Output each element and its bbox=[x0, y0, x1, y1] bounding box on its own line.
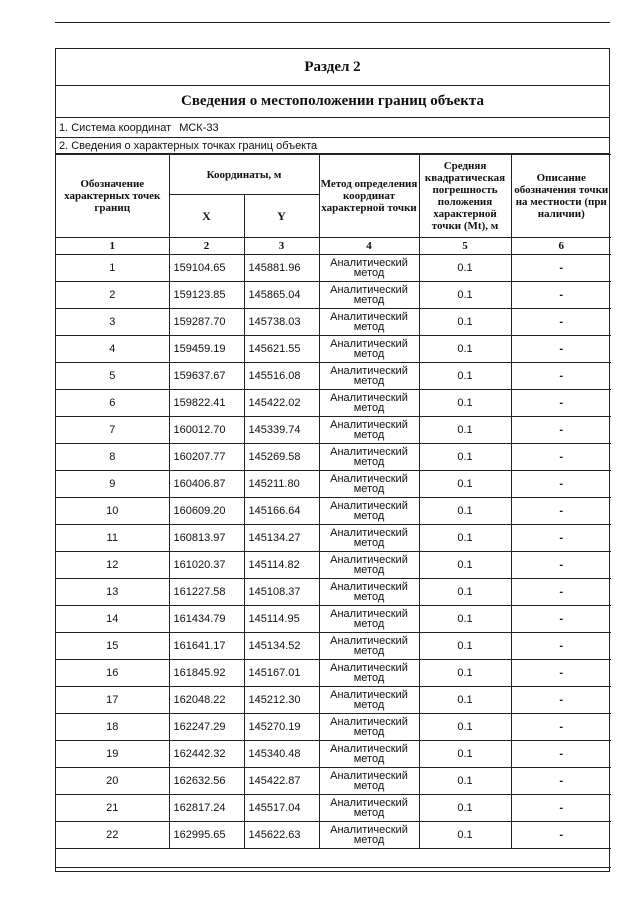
method-cell: Аналитический метод bbox=[319, 822, 419, 849]
table-row-empty bbox=[56, 849, 611, 868]
accuracy-cell: 0.1 bbox=[419, 606, 511, 633]
x-coordinate-cell: 159459.19 bbox=[169, 336, 244, 363]
method-cell: Аналитический метод bbox=[319, 525, 419, 552]
method-cell: Аналитический метод bbox=[319, 579, 419, 606]
point-number-cell: 21 bbox=[56, 795, 169, 822]
column-numbers-row bbox=[56, 238, 611, 255]
header-x: X bbox=[169, 195, 244, 238]
method-cell: Аналитический метод bbox=[319, 255, 419, 282]
x-coordinate-cell: 160813.97 bbox=[169, 525, 244, 552]
header-method: Метод определения координат характерной точки bbox=[319, 155, 419, 238]
accuracy-cell: 0.1 bbox=[419, 417, 511, 444]
description-cell: - bbox=[511, 822, 611, 849]
table-row bbox=[56, 660, 611, 687]
table-row bbox=[56, 579, 611, 606]
table-row bbox=[56, 525, 611, 552]
method-cell: Аналитический метод bbox=[319, 336, 419, 363]
y-coordinate-cell: 145517.04 bbox=[244, 795, 319, 822]
y-coordinate-cell: 145340.48 bbox=[244, 741, 319, 768]
description-cell: - bbox=[511, 552, 611, 579]
description-cell: - bbox=[511, 390, 611, 417]
method-cell: Аналитический метод bbox=[319, 714, 419, 741]
description-cell: - bbox=[511, 660, 611, 687]
point-number-cell: 3 bbox=[56, 309, 169, 336]
accuracy-cell: 0.1 bbox=[419, 336, 511, 363]
description-cell: - bbox=[511, 525, 611, 552]
table-row bbox=[56, 768, 611, 795]
y-coordinate-cell: 145865.04 bbox=[244, 282, 319, 309]
method-cell: Аналитический метод bbox=[319, 363, 419, 390]
point-number-cell: 1 bbox=[56, 255, 169, 282]
x-coordinate-cell: 162632.56 bbox=[169, 768, 244, 795]
accuracy-cell: 0.1 bbox=[419, 363, 511, 390]
column-number: 5 bbox=[419, 238, 511, 255]
accuracy-cell: 0.1 bbox=[419, 525, 511, 552]
accuracy-cell: 0.1 bbox=[419, 471, 511, 498]
description-cell: - bbox=[511, 363, 611, 390]
description-cell: - bbox=[511, 471, 611, 498]
header-description: Описание обозначения точки на местности (при наличии) bbox=[511, 155, 611, 238]
x-coordinate-cell: 161020.37 bbox=[169, 552, 244, 579]
method-cell: Аналитический метод bbox=[319, 309, 419, 336]
table-row bbox=[56, 714, 611, 741]
column-number: 2 bbox=[169, 238, 244, 255]
method-cell: Аналитический метод bbox=[319, 660, 419, 687]
point-number-cell: 2 bbox=[56, 282, 169, 309]
point-number-cell: 5 bbox=[56, 363, 169, 390]
header-coordinates: Координаты, м bbox=[169, 155, 319, 195]
accuracy-cell: 0.1 bbox=[419, 687, 511, 714]
y-coordinate-cell: 145516.08 bbox=[244, 363, 319, 390]
y-coordinate-cell: 145269.58 bbox=[244, 444, 319, 471]
column-number: 4 bbox=[319, 238, 419, 255]
table-row bbox=[56, 498, 611, 525]
description-cell: - bbox=[511, 255, 611, 282]
y-coordinate-cell: 145621.55 bbox=[244, 336, 319, 363]
y-coordinate-cell: 145212.30 bbox=[244, 687, 319, 714]
table-row bbox=[56, 390, 611, 417]
header-y: Y bbox=[244, 195, 319, 238]
description-cell: - bbox=[511, 282, 611, 309]
accuracy-cell: 0.1 bbox=[419, 660, 511, 687]
method-cell: Аналитический метод bbox=[319, 282, 419, 309]
point-number-cell: 16 bbox=[56, 660, 169, 687]
accuracy-cell: 0.1 bbox=[419, 282, 511, 309]
point-number-cell: 9 bbox=[56, 471, 169, 498]
section-subtitle: Сведения о местоположении границ объекта bbox=[56, 86, 609, 118]
x-coordinate-cell: 162995.65 bbox=[169, 822, 244, 849]
section-title: Раздел 2 bbox=[56, 49, 609, 86]
x-coordinate-cell: 162048.22 bbox=[169, 687, 244, 714]
table-row bbox=[56, 552, 611, 579]
x-coordinate-cell: 159104.65 bbox=[169, 255, 244, 282]
accuracy-cell: 0.1 bbox=[419, 633, 511, 660]
method-cell: Аналитический метод bbox=[319, 390, 419, 417]
method-cell: Аналитический метод bbox=[319, 741, 419, 768]
coord-system-line bbox=[56, 118, 609, 138]
description-cell: - bbox=[511, 606, 611, 633]
y-coordinate-cell: 145422.02 bbox=[244, 390, 319, 417]
table-row bbox=[56, 309, 611, 336]
column-number: 6 bbox=[511, 238, 611, 255]
y-coordinate-cell: 145270.19 bbox=[244, 714, 319, 741]
y-coordinate-cell: 145422.87 bbox=[244, 768, 319, 795]
method-cell: Аналитический метод bbox=[319, 606, 419, 633]
table-row bbox=[56, 633, 611, 660]
boundary-points-table bbox=[56, 154, 611, 868]
table-body bbox=[56, 255, 611, 868]
accuracy-cell: 0.1 bbox=[419, 741, 511, 768]
x-coordinate-cell: 160012.70 bbox=[169, 417, 244, 444]
y-coordinate-cell: 145738.03 bbox=[244, 309, 319, 336]
accuracy-cell: 0.1 bbox=[419, 795, 511, 822]
y-coordinate-cell: 145339.74 bbox=[244, 417, 319, 444]
empty-cell bbox=[56, 849, 611, 868]
accuracy-cell: 0.1 bbox=[419, 768, 511, 795]
x-coordinate-cell: 161845.92 bbox=[169, 660, 244, 687]
document-sheet bbox=[55, 48, 610, 872]
method-cell: Аналитический метод bbox=[319, 795, 419, 822]
x-coordinate-cell: 159637.67 bbox=[169, 363, 244, 390]
header-rule bbox=[55, 22, 610, 23]
y-coordinate-cell: 145881.96 bbox=[244, 255, 319, 282]
x-coordinate-cell: 161227.58 bbox=[169, 579, 244, 606]
description-cell: - bbox=[511, 417, 611, 444]
point-number-cell: 11 bbox=[56, 525, 169, 552]
y-coordinate-cell: 145622.63 bbox=[244, 822, 319, 849]
header-point-designation: Обозначение характерных точек границ bbox=[56, 155, 169, 238]
accuracy-cell: 0.1 bbox=[419, 714, 511, 741]
description-cell: - bbox=[511, 309, 611, 336]
y-coordinate-cell: 145134.52 bbox=[244, 633, 319, 660]
description-cell: - bbox=[511, 741, 611, 768]
x-coordinate-cell: 161434.79 bbox=[169, 606, 244, 633]
header-accuracy: Средняя квадратическая погрешность положения характерной точки (Mt), м bbox=[419, 155, 511, 238]
accuracy-cell: 0.1 bbox=[419, 498, 511, 525]
y-coordinate-cell: 145114.95 bbox=[244, 606, 319, 633]
point-number-cell: 10 bbox=[56, 498, 169, 525]
method-cell: Аналитический метод bbox=[319, 498, 419, 525]
point-number-cell: 6 bbox=[56, 390, 169, 417]
table-row bbox=[56, 795, 611, 822]
table-row bbox=[56, 822, 611, 849]
method-cell: Аналитический метод bbox=[319, 768, 419, 795]
x-coordinate-cell: 159287.70 bbox=[169, 309, 244, 336]
x-coordinate-cell: 162817.24 bbox=[169, 795, 244, 822]
accuracy-cell: 0.1 bbox=[419, 390, 511, 417]
method-cell: Аналитический метод bbox=[319, 633, 419, 660]
point-number-cell: 8 bbox=[56, 444, 169, 471]
column-number: 3 bbox=[244, 238, 319, 255]
description-cell: - bbox=[511, 768, 611, 795]
table-row bbox=[56, 687, 611, 714]
table-row bbox=[56, 363, 611, 390]
description-cell: - bbox=[511, 633, 611, 660]
table-row bbox=[56, 282, 611, 309]
table-row bbox=[56, 741, 611, 768]
table-row bbox=[56, 336, 611, 363]
point-number-cell: 7 bbox=[56, 417, 169, 444]
method-cell: Аналитический метод bbox=[319, 471, 419, 498]
x-coordinate-cell: 159822.41 bbox=[169, 390, 244, 417]
accuracy-cell: 0.1 bbox=[419, 552, 511, 579]
method-cell: Аналитический метод bbox=[319, 552, 419, 579]
point-number-cell: 22 bbox=[56, 822, 169, 849]
point-number-cell: 4 bbox=[56, 336, 169, 363]
point-number-cell: 17 bbox=[56, 687, 169, 714]
method-cell: Аналитический метод bbox=[319, 687, 419, 714]
table-row bbox=[56, 255, 611, 282]
x-coordinate-cell: 160406.87 bbox=[169, 471, 244, 498]
description-cell: - bbox=[511, 336, 611, 363]
coord-system-label: 1. Система координат bbox=[59, 121, 172, 134]
description-cell: - bbox=[511, 714, 611, 741]
description-cell: - bbox=[511, 795, 611, 822]
table-row bbox=[56, 444, 611, 471]
x-coordinate-cell: 160207.77 bbox=[169, 444, 244, 471]
point-number-cell: 15 bbox=[56, 633, 169, 660]
y-coordinate-cell: 145134.27 bbox=[244, 525, 319, 552]
y-coordinate-cell: 145211.80 bbox=[244, 471, 319, 498]
table-row bbox=[56, 471, 611, 498]
points-section-label: 2. Сведения о характерных точках границ объекта bbox=[56, 138, 609, 154]
method-cell: Аналитический метод bbox=[319, 417, 419, 444]
point-number-cell: 12 bbox=[56, 552, 169, 579]
x-coordinate-cell: 162247.29 bbox=[169, 714, 244, 741]
description-cell: - bbox=[511, 444, 611, 471]
point-number-cell: 13 bbox=[56, 579, 169, 606]
point-number-cell: 19 bbox=[56, 741, 169, 768]
y-coordinate-cell: 145167.01 bbox=[244, 660, 319, 687]
x-coordinate-cell: 160609.20 bbox=[169, 498, 244, 525]
accuracy-cell: 0.1 bbox=[419, 309, 511, 336]
coord-system-value: МСК-33 bbox=[179, 121, 219, 134]
description-cell: - bbox=[511, 579, 611, 606]
y-coordinate-cell: 145108.37 bbox=[244, 579, 319, 606]
accuracy-cell: 0.1 bbox=[419, 822, 511, 849]
x-coordinate-cell: 162442.32 bbox=[169, 741, 244, 768]
table-row bbox=[56, 417, 611, 444]
point-number-cell: 14 bbox=[56, 606, 169, 633]
table-row bbox=[56, 606, 611, 633]
accuracy-cell: 0.1 bbox=[419, 444, 511, 471]
y-coordinate-cell: 145166.64 bbox=[244, 498, 319, 525]
description-cell: - bbox=[511, 687, 611, 714]
accuracy-cell: 0.1 bbox=[419, 255, 511, 282]
method-cell: Аналитический метод bbox=[319, 444, 419, 471]
x-coordinate-cell: 161641.17 bbox=[169, 633, 244, 660]
y-coordinate-cell: 145114.82 bbox=[244, 552, 319, 579]
x-coordinate-cell: 159123.85 bbox=[169, 282, 244, 309]
accuracy-cell: 0.1 bbox=[419, 579, 511, 606]
point-number-cell: 20 bbox=[56, 768, 169, 795]
column-number: 1 bbox=[56, 238, 169, 255]
point-number-cell: 18 bbox=[56, 714, 169, 741]
description-cell: - bbox=[511, 498, 611, 525]
